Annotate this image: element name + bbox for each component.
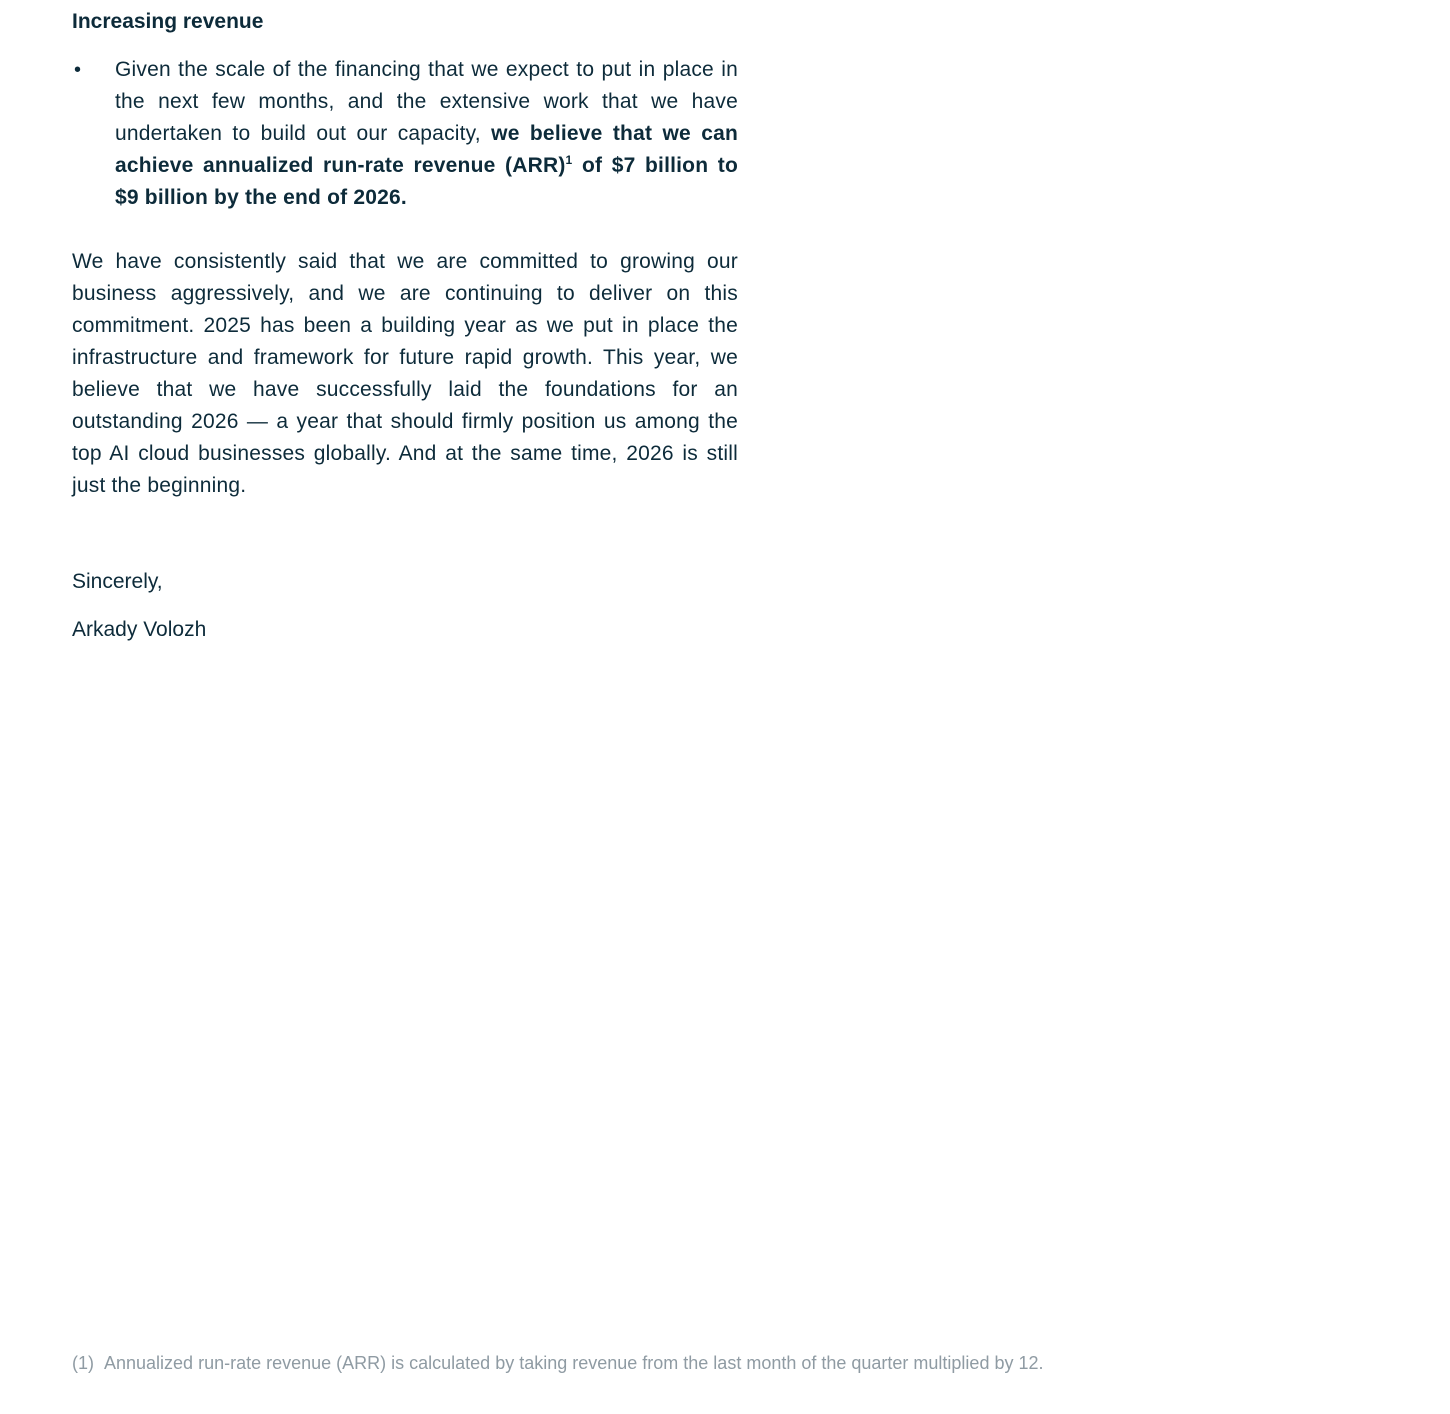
footnote-mark: (1) (72, 1353, 94, 1373)
footnote-text: Annualized run-rate revenue (ARR) is calculated by taking revenue from the last month of the quarter multiplied by 12. (104, 1353, 1044, 1373)
bullet-bold-text: we believe that we can achieve annualized run-rate revenue (ARR) (115, 122, 738, 177)
footnote-reference[interactable]: 1 (565, 153, 573, 167)
bullet-dot-icon: • (74, 59, 82, 81)
body-paragraph: We have consistently said that we are committed to growing our business aggressively, and we are continuing to deliver on this commitment. 2025 has been a building year as we put in place the infrastructure and framework for future rapid growth. This year, we believe that we have successfully laid the foundations for an outstanding 2026 — a year that should firmly position us among the top AI cloud businesses globally. And at the same time, 2026 is still just the beginning. (72, 250, 738, 497)
bullet-text: Given the scale of the financing that we expect to put in place in the next few months, and the extensive work that we have undertaken to build out our capacity, (115, 58, 738, 145)
signature-name: Arkady Volozh (72, 618, 207, 641)
footnote (72, 1350, 1372, 1376)
closing-salutation: Sincerely, (72, 570, 163, 593)
letter-body (72, 6, 738, 646)
section-heading: Increasing revenue (72, 10, 264, 33)
bullet-item (72, 54, 738, 214)
bullet-list (72, 54, 738, 214)
bullet-bold-text-end: of $7 billion to $9 billion by the end of 2026. (115, 154, 738, 209)
